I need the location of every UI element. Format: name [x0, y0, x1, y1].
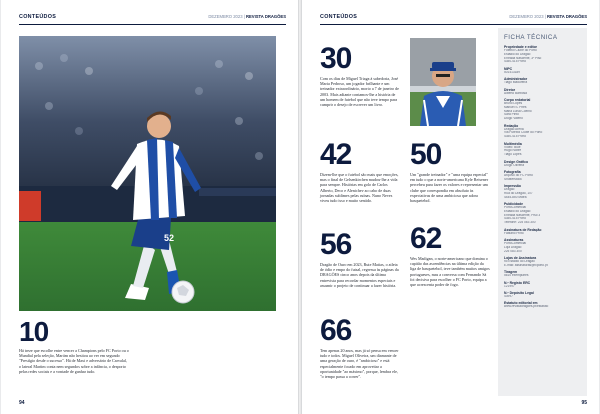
right-page — [302, 0, 599, 414]
masthead-label: Assinatura de Redação — [504, 227, 542, 232]
feature-number: 66 — [320, 314, 352, 347]
masthead-line: Tiago Lopes — [504, 153, 522, 157]
masthead-label: Multimédia — [504, 141, 522, 146]
masthead-line: 43997 — [504, 294, 513, 298]
coach-portrait — [410, 38, 476, 126]
feature-text: Wes Madigan, o norte-americano que domina o capitão das ascendências na última edição da liga de basquetebol, teve também muitos amigos portugueses, mas a conversa com Fernando Sá foi decisiva para escolher o FC Porto, equipa a que acrescenta poder de fogo. — [410, 256, 490, 288]
masthead-line: 501413189 — [504, 70, 520, 74]
feature-62 — [410, 224, 490, 287]
masthead-line: Entrada Nascente, Piso 3 — [504, 213, 541, 217]
right-issue-line: DEZEMBRO 2023 | REVISTA DRAGÕES — [509, 14, 587, 19]
masthead-label: Assinaturas — [504, 238, 524, 243]
feature-42 — [320, 140, 400, 203]
masthead-label: Administrador — [504, 77, 528, 82]
feature-number: 50 — [410, 138, 442, 171]
masthead-line: Bruno Lopes — [504, 101, 523, 105]
masthead-label: N.º Registo ERC — [504, 280, 531, 285]
masthead-title: FICHA TÉCNICA — [504, 34, 558, 41]
masthead-line: 5610 exemplares — [504, 274, 529, 278]
masthead-line: Tiago Madureira — [504, 81, 528, 85]
masthead-groups — [504, 45, 581, 309]
right-section-title: CONTEÚDOS — [320, 14, 358, 20]
masthead-line: Dragão — [504, 188, 515, 192]
masthead-line: 4350-415 Porto — [504, 217, 526, 221]
feature-text: Dragão de Ouro em 2023, Rute Matias, o atleta de ódio e empo do futsal, regressa às páginas da DRAGÕES cinco anos depois da última entrevista para recordar momentos especiais e assumir o projeto de continuar a fazer história. — [320, 262, 399, 288]
masthead-line: 121997 — [504, 284, 515, 288]
masthead-line: Dragão Arena — [504, 127, 524, 131]
masthead-group — [504, 170, 581, 182]
masthead-line: Hugo Nobre — [504, 149, 522, 153]
feature-number: 56 — [320, 228, 352, 261]
masthead-line: PortoComercial — [504, 206, 526, 210]
page-number-left: 94 — [19, 400, 25, 406]
feature-text: Com os dias de Miguel Triaga à sabedoria, José Maria Pedroso, um jogador brilhante e um treinador extraordinário, morto a 7 de janeiro de 2003. Mais adiante contamos-lhe a história de um homem de futebol que não teve tempo para cumprir o desejo de escrever um livro. — [320, 76, 399, 108]
masthead-group — [504, 124, 581, 139]
masthead-line: Loja Dragão — [504, 245, 522, 249]
feature-text: Há treze que escolhe entre vencer a Champions pelo FC Porto ou o Mundial pela seleção, Martim não hesitou ao ver em segundo "Prestígio desde o sucesso". Há de Maxi e adversário de Carvalal, o lateral Martim conta nem segundos sobre a infância, o desporto pelas redes sociais e a vontade de ganhar tudo. — [19, 348, 129, 374]
masthead-label: Estatuto editorial em — [504, 301, 538, 306]
page-number-right: 95 — [581, 400, 587, 406]
masthead-group — [504, 291, 581, 299]
svg-text:52: 52 — [164, 233, 175, 243]
masthead-line: Rua do Dragão, 107 — [504, 191, 533, 195]
masthead-group — [504, 281, 581, 289]
issue-date: DEZEMBRO 2023 — [509, 14, 544, 19]
masthead-line: 225 083 300 — [504, 249, 522, 253]
masthead-label: Fotografia — [504, 169, 521, 174]
masthead-line: no Estádio do Dragão — [504, 260, 535, 264]
masthead-group — [504, 256, 581, 268]
feature-10 — [19, 318, 129, 374]
left-header — [19, 14, 286, 22]
feature-text: Dizem-lhe que o futebol são mais que emoções, mas o final de Gelsenkirchen mudou-lhe a vida para sempre. Histórias em golo de Carlos Alberto, Deco e Alenichev ao cabo de duas jornadas sublimes pelas ruínas. Nuno Neves viveu tudo isso e muito sentido. — [320, 172, 399, 204]
masthead-label: NIPC — [504, 66, 513, 71]
masthead-label: Design Gráfico — [504, 159, 529, 164]
masthead-line: Shutterstock — [504, 177, 522, 181]
feature-30 — [320, 44, 400, 107]
masthead-line: E-mail: assinaturas@fcporto.pt — [504, 263, 548, 267]
left-page — [1, 0, 298, 414]
masthead-line: 4350-415 Porto — [504, 135, 526, 139]
header-rule — [320, 24, 587, 25]
masthead-line: Manuel S. Pires — [504, 105, 527, 109]
right-header — [320, 14, 587, 22]
masthead-line: www.revistadragoes.pt/estatuto — [504, 305, 549, 309]
masthead-group — [504, 270, 581, 278]
left-section-title: CONTEÚDOS — [19, 14, 57, 20]
left-issue-line: DEZEMBRO 2023 | REVISTA DRAGÕES — [208, 14, 286, 19]
masthead-label: Tiragem — [504, 270, 518, 275]
masthead-label: Redação — [504, 123, 519, 128]
issue-date: DEZEMBRO 2023 — [208, 14, 243, 19]
feature-text: Tem apenas 20 anos, mas já só pensa em vencer tudo e todos. Miguel Oliveira, um diamante de uma geração de ouro, é "ambicioso" e está especialmente focado em aproveitar a oportunidade "ao máximo", porque, lembra ele, "o tempo passa a correr". — [320, 348, 399, 380]
masthead-line: Maria Luísa Coelho — [504, 109, 532, 113]
feature-text: Um "grande treinador" e "uma equipa especial" em tudo o que a norte-americana Kyle Reisener percebeu para fazer os valores e representar um clube que correspondia em absoluto às expectativas de uma ambiciosa que adora basquetebol. — [410, 172, 489, 204]
masthead-group — [504, 142, 581, 157]
masthead-label: N.º Depósito Legal — [504, 290, 534, 295]
masthead-label: Corpo redatorial — [504, 97, 531, 102]
masthead-line: Vídeo: Blue — [504, 145, 521, 149]
masthead-group — [504, 228, 581, 236]
masthead-line: Alberto Barbosa — [504, 91, 527, 95]
masthead-line: Diogo Valério — [504, 117, 523, 121]
masthead-line: 4350-415 Porto — [504, 60, 526, 64]
feature-number: 42 — [320, 138, 352, 171]
masthead-group — [504, 301, 581, 309]
masthead-line: 4445-850 Mafra — [504, 195, 527, 199]
masthead-group — [504, 45, 581, 64]
masthead-label: Propriedade e editor — [504, 45, 537, 49]
masthead-label: Impressão — [504, 184, 521, 189]
masthead-group — [504, 88, 581, 96]
masthead-group — [504, 238, 581, 253]
player-photo — [19, 36, 276, 311]
issue-brand: REVISTA DRAGÕES — [245, 14, 286, 19]
feature-50 — [410, 140, 490, 203]
masthead-group — [504, 184, 581, 199]
feature-number: 62 — [410, 222, 442, 255]
masthead-line: Arquivo do FC Porto — [504, 173, 533, 177]
masthead-group — [504, 202, 581, 225]
masthead-label: Diretor — [504, 87, 516, 92]
masthead-line: Diogo Oliveira — [504, 163, 525, 167]
masthead-label: Publicidade — [504, 202, 524, 207]
masthead-group — [504, 67, 581, 75]
masthead-label: Lojas de Assinatura — [504, 256, 537, 261]
issue-brand: REVISTA DRAGÕES — [546, 14, 587, 19]
masthead-line: Entrada Nascente, 3º Piso — [504, 56, 542, 60]
feature-number: 30 — [320, 42, 352, 75]
masthead-line: Estádio do Dragão — [504, 209, 531, 213]
masthead-line: Telefone: 225 083 300 — [504, 221, 536, 225]
masthead-group — [504, 77, 581, 85]
feature-56 — [320, 230, 400, 288]
masthead-line: PortoComercial — [504, 242, 526, 246]
masthead-line: Futebol Clube do Porto — [504, 49, 537, 52]
feature-66 — [320, 316, 400, 379]
masthead-group — [504, 160, 581, 168]
feature-number: 10 — [19, 316, 49, 347]
masthead-group — [504, 98, 581, 121]
masthead-line: Fabiano Pinto — [504, 231, 524, 235]
header-rule — [19, 24, 286, 25]
masthead-sidebar — [498, 28, 587, 396]
masthead-line: Estádio do Dragão — [504, 52, 531, 56]
masthead-line: Via Futebol Clube do Porto — [504, 131, 543, 135]
masthead-line: Sara Pinto — [504, 113, 519, 117]
